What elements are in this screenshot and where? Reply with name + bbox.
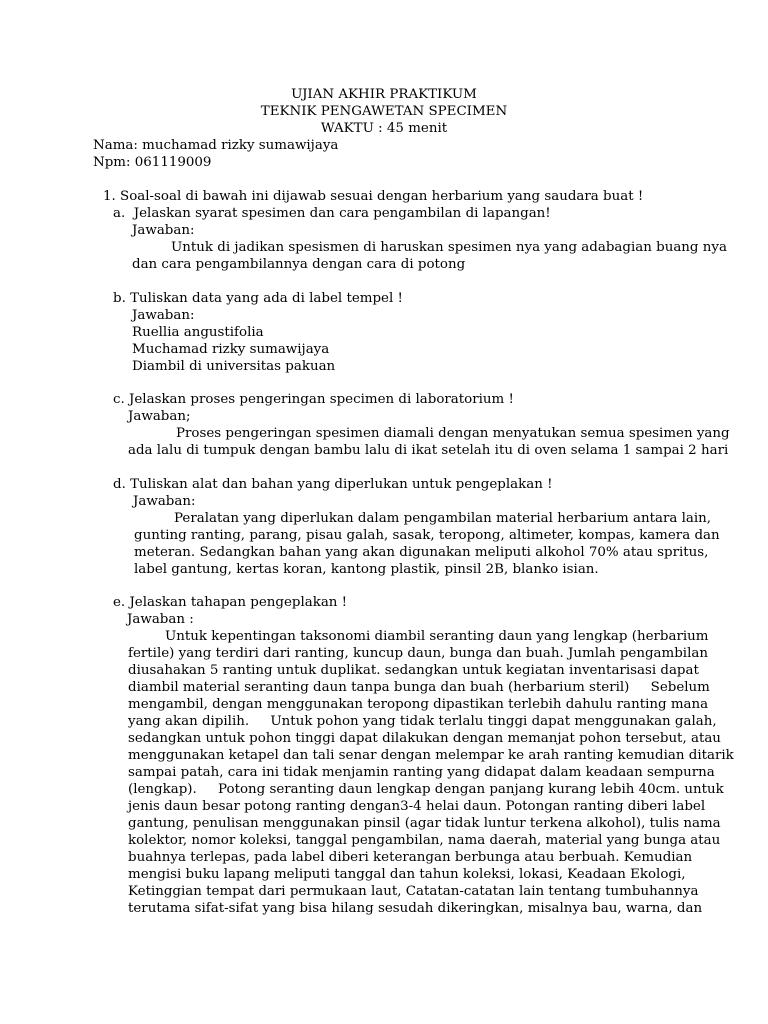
answer-e-line: diambil material seranting daun tanpa bunga dan buah (herbarium steril) Sebelum [128, 680, 710, 695]
answer-e-line: jenis daun besar potong ranting dengan3-4 helai daun. Potongan ranting diberi label [128, 799, 706, 814]
answer-d-line: meteran. Sedangkan bahan yang akan digunakan meliputi alkohol 70% atau spritus, [134, 545, 709, 560]
answer-e-line: sedangkan untuk pohon tinggi dapat dilakukan dengan memanjat pohon tersebut, atau [128, 731, 721, 746]
answer-e-line: menggunakan ketapel dan tali senar dengan melempar ke arah ranting kemudian ditarik [128, 748, 734, 763]
answer-b-line: Ruellia angustifolia [132, 325, 264, 340]
question-e: e. Jelaskan tahapan pengeplakan ! [113, 595, 348, 610]
exam-time: WAKTU : 45 menit [320, 121, 448, 136]
answer-label-a: Jawaban: [132, 223, 195, 238]
question-c: c. Jelaskan proses pengeringan specimen di laboratorium ! [113, 392, 514, 407]
answer-d-line: label gantung, kertas koran, kantong plastik, pinsil 2B, blanko isian. [134, 562, 599, 577]
answer-a-line: dan cara pengambilannya dengan cara di potong [132, 257, 466, 272]
answer-e-line: diusahakan 5 ranting untuk duplikat. sedangkan untuk kegiatan inventarisasi dapat [128, 663, 699, 678]
student-npm: Npm: 061119009 [93, 155, 212, 170]
student-name: Nama: muchamad rizky sumawijaya [93, 138, 339, 153]
answer-c-line: ada lalu di tumpuk dengan bambu lalu di ikat setelah itu di oven selama 1 sampai 2 hari [128, 443, 729, 458]
answer-d-line: Peralatan yang diperlukan dalam pengambilan material herbarium antara lain, [174, 511, 712, 526]
answer-label-d: Jawaban: [133, 494, 196, 509]
answer-e-line: gantung, penulisan menggunakan pinsil (agar tidak luntur terkena alkohol), tulis nama [128, 816, 721, 831]
instruction: 1. Soal-soal di bawah ini dijawab sesuai dengan herbarium yang saudara buat ! [103, 189, 644, 204]
answer-d-line: gunting ranting, parang, pisau galah, sasak, teropong, altimeter, kompas, kamera dan [134, 528, 720, 543]
answer-label-b: Jawaban: [132, 308, 195, 323]
answer-c-line: Proses pengeringan spesimen diamali dengan menyatukan semua spesimen yang [176, 426, 730, 441]
answer-label-c: Jawaban; [128, 409, 191, 424]
answer-e-line: Ketinggian tempat dari permukaan laut, Catatan-catatan lain tentang tumbuhannya [128, 884, 699, 899]
doc-title: UJIAN AKHIR PRAKTIKUM [291, 87, 477, 102]
answer-e-line: mengambil, dengan menggunakan teropong dipastikan terlebih dahulu ranting mana [128, 697, 709, 712]
answer-label-e: Jawaban : [127, 612, 194, 627]
answer-e-line: fertile) yang terdiri dari ranting, kuncup daun, bunga dan buah. Jumlah pengambilan [128, 646, 708, 661]
answer-a-line: Untuk di jadikan spesismen di haruskan spesimen nya yang adabagian buang nya [171, 240, 727, 255]
answer-e-line: buahnya terlepas, pada label diberi keterangan berbunga atau berbuah. Kemudian [128, 850, 693, 865]
answer-e-line: (lengkap). Potong seranting daun lengkap dengan panjang kurang lebih 40cm. untuk [128, 782, 724, 797]
answer-e-line: kolektor, nomor koleksi, tanggal pengambilan, nama daerah, material yang bunga atau [128, 833, 721, 848]
question-a: a. Jelaskan syarat spesimen dan cara pengambilan di lapangan! [113, 206, 551, 221]
doc-subtitle: TEKNIK PENGAWETAN SPECIMEN [260, 104, 508, 119]
answer-e-line: terutama sifat-sifat yang bisa hilang sesudah dikeringkan, misalnya bau, warna, dan [128, 901, 703, 916]
answer-b-line: Diambil di universitas pakuan [132, 359, 336, 374]
answer-e-line: sampai patah, cara ini tidak menjamin ranting yang didapat dalam keadaan sempurna [128, 765, 715, 780]
answer-b-line: Muchamad rizky sumawijaya [132, 342, 330, 357]
answer-e-line: yang akan dipilih. Untuk pohon yang tidak terlalu tinggi dapat menggunakan galah, [128, 714, 717, 729]
answer-e-line: mengisi buku lapang meliputi tanggal dan tahun koleksi, lokasi, Keadaan Ekologi, [128, 867, 686, 882]
question-b: b. Tuliskan data yang ada di label tempel ! [113, 291, 403, 306]
question-d: d. Tuliskan alat dan bahan yang diperlukan untuk pengeplakan ! [113, 477, 553, 492]
answer-e-line: Untuk kepentingan taksonomi diambil seranting daun yang lengkap (herbarium [165, 629, 709, 644]
